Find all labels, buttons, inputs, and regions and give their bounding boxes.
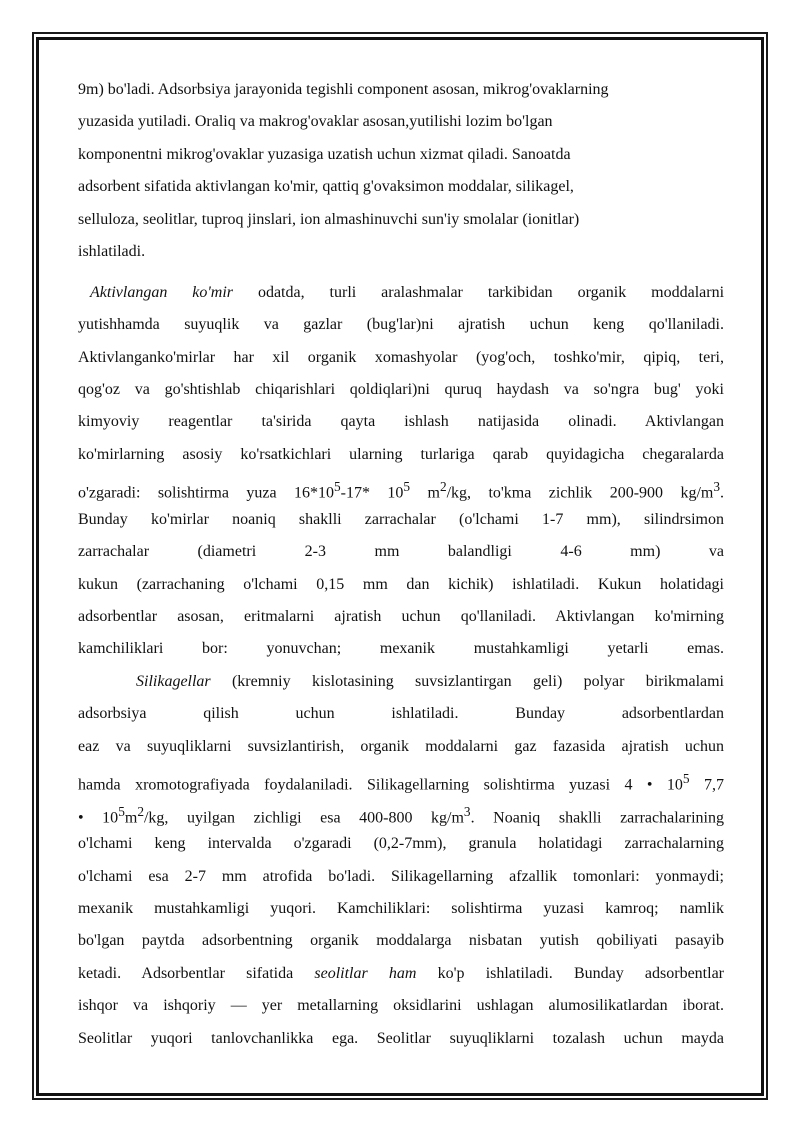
- text-line: selluloza, seolitlar, tuproq jinslari, ion almashinuvchi sun'iy smolalar (ionitlar): [78, 210, 580, 228]
- paragraph-1: [78, 74, 724, 269]
- text-line: mexanik mustahkamligi yuqori. Kamchiliklari: solishtirma yuzasi kamroq; namlik: [78, 899, 724, 917]
- text-line: bo'lgan paytda adsorbentning organik moddalarga nisbatan yutish qobiliyati pasayib: [78, 932, 724, 950]
- text-line: komponentni mikrog'ovaklar yuzasiga uzatish uchun xizmat qiladi. Sanoatda: [78, 145, 571, 163]
- text-line: kukun (zarrachaning o'lchami 0,15 mm dan kichik) ishlatiladi. Kukun holatidagi: [78, 575, 724, 593]
- text-line: yutishhamda suyuqlik va gazlar (bug'lar)ni ajratish uchun keng qo'llaniladi.: [78, 316, 724, 334]
- text-line: yuzasida yutiladi. Oraliq va makrog'ovaklar asosan,yutilishi lozim bo'lgan: [78, 113, 553, 131]
- text-line: adsorbentlar asosan, eritmalarni ajratish uchun qo'llaniladi. Aktivlangan ko'mirning: [78, 608, 724, 625]
- text-line: Silikagellar (kremniy kislotasining suvsizlantirgan geli) polyar birikmalami: [136, 672, 724, 690]
- term-seolitlar-ham: seolitlar ham: [314, 964, 417, 982]
- text-line: Seolitlar yuqori tanlovchanlikka ega. Seolitlar suyuqliklarni tozalash uchun mayda: [78, 1029, 724, 1047]
- text-line: ishqor va ishqoriy — yer metallarning oksidlarini ushlagan alumosilikatlardan iborat.: [78, 997, 724, 1015]
- text-line: zarrachalar (diametri 2-3 mm balandligi 4-6 mm) va: [78, 543, 724, 561]
- text-line: ishlatiladi.: [78, 243, 146, 261]
- term-silikagellar: Silikagellar: [136, 672, 211, 690]
- document-body: [78, 74, 724, 1055]
- text-line: ko'mirlarning asosiy ko'rsatkichlari ularning turlariga qarab quyidagicha chegaralarda: [78, 445, 724, 463]
- text-line: hamda xromotografiyada foydalaniladi. Silikagellarning solishtirma yuzasi 4 • $10^5$ 7,7: [78, 771, 725, 794]
- text-line: adsorbsiya qilish uchun ishlatiladi. Bunday adsorbentlardan: [78, 705, 724, 723]
- paragraph-activated-carbon: [78, 277, 724, 666]
- text-line: • $10^5m^2/kg$, uyilgan zichligi esa 400-800 $kg/m^3$. Noaniq shaklli zarrachalarining: [78, 803, 725, 826]
- text-line: o'lchami keng intervalda o'zgaradi (0,2-7mm), granula holatidagi zarrachalarning: [78, 835, 724, 853]
- paragraph-silica-gel: [78, 666, 724, 1055]
- text-line: o'lchami esa 2-7 mm atrofida bo'ladi. Silikagellarning afzallik tomonlari: yonmaydi;: [78, 867, 724, 885]
- text-line: ketadi. Adsorbentlar sifatida seolitlar ham ko'p ishlatiladi. Bunday adsorbentlar: [78, 964, 724, 982]
- text-line: Aktivlangan ko'mir odatda, turli aralashmalar tarkibidan organik moddalarni: [90, 283, 725, 301]
- text-line: eaz va suyuqliklarni suvsizlantirish, organik moddalarni gaz fazasida ajratish uchun: [78, 737, 724, 755]
- text-line: o'zgaradi: solishtirma yuza $16*10^5-17*$ $10^5$ $m^2/kg$, to'kma zichlik 200-900 $kg/m^3$.: [78, 479, 725, 502]
- text-line: 9m) bo'ladi. Adsorbsiya jarayonida tegishli component asosan, mikrog'ovaklarning: [78, 81, 609, 98]
- text-line: kamchiliklari bor: yonuvchan; mexanik mustahkamligi yetarli emas.: [78, 640, 724, 658]
- text-line: qog'oz va go'shtishlab chiqarishlari qoldiqlari)ni quruq haydash va so'ngra bug' yoki: [78, 380, 724, 398]
- text-line: Aktivlanganko'mirlar har xil organik xomashyolar (yog'och, toshko'mir, qipiq, teri,: [78, 348, 724, 366]
- term-aktivlangan-komir: Aktivlangan ko'mir: [90, 283, 234, 301]
- text-line: Bunday ko'mirlar noaniq shaklli zarrachalar (o'lchami 1-7 mm), silindrsimon: [78, 510, 724, 528]
- text-line: kimyoviy reagentlar ta'sirida qayta ishlash natijasida olinadi. Aktivlangan: [78, 413, 724, 431]
- text-line: adsorbent sifatida aktivlangan ko'mir, qattiq g'ovaksimon moddalar, silikagel,: [78, 178, 574, 196]
